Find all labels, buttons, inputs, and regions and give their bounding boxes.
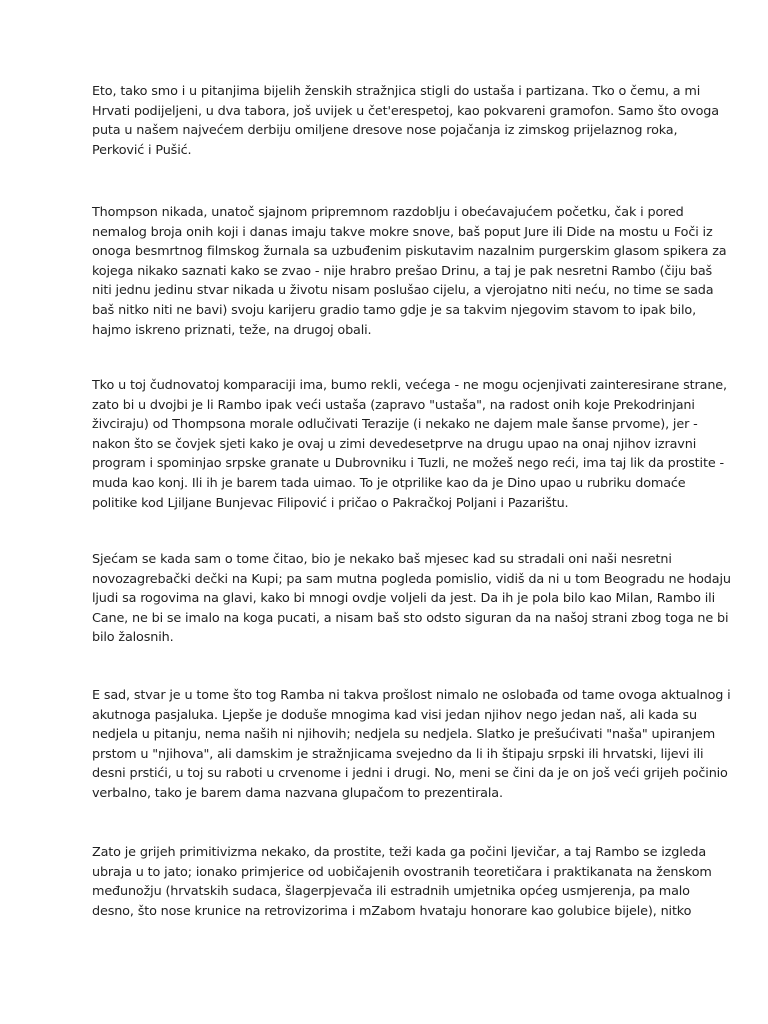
text-line: Zato je grijeh primitivizma nekako, da prostite, teži kada ga počini ljevičar, a taj Rambo se izgleda xyxy=(92,845,707,860)
paragraph-4 xyxy=(92,550,731,648)
text-line: nedjela u pitanju, nema naših ni njihovih; nedjela su nedjela. Slatko je prešućivati "naša" upiranjem xyxy=(92,727,716,743)
text-line: novozagrebački dečki na Kupi; pa sam mutna pogleda pomislio, vidiš da ni u tom Beogradu ne hodaju xyxy=(92,571,731,587)
text-line: muda kao konj. Ili ih je barem tada uimao. To je otprilike kao da je Dino upao u rubriku domaće xyxy=(92,475,686,491)
text-line: Tko u toj čudnovatoj komparaciji ima, bumo rekli, većega - ne mogu ocjenjivati zainteresirane strane, xyxy=(92,378,727,393)
text-line: ubraja u to jato; ionako primjerice od uobičajenih ovostranih teoretičara i praktikanata na ženskom xyxy=(92,864,712,880)
text-line: Cane, ne bi se imalo na koga pucati, a nisam baš sto odsto siguran da na našoj strani zbog toga ne bi xyxy=(92,610,729,626)
text-line: desni prstići, u toj su raboti u crvenome i jedni i drugi. No, meni se čini da je on još veći grijeh počinio xyxy=(92,766,728,782)
text-line: desno, što nose krunice na retrovizorima i mZabom hvataju honorare kao golubice bijele), nitko xyxy=(92,903,692,919)
text-line: Eto, tako smo i u pitanjima bijelih ženskih stražnjica stigli do ustaša i partizana. Tko o čemu, a mi xyxy=(92,84,701,99)
text-line: ljudi sa rogovima na glavi, kako bi mnogi ovdje voljeli da jest. Da ih je pola bilo kao Milan, Rambo ili xyxy=(92,591,715,607)
text-line: Thompson nikada, unatoč sjajnom pripremnom razdoblju i obećavajućem početku, čak i pored xyxy=(92,205,684,220)
text-line: verbalno, tako je barem dama nazvana glupačom to prezentirala. xyxy=(92,785,503,801)
paragraph-5 xyxy=(92,686,731,804)
text-line: onoga besmrtnog filmskog žurnala sa uzbuđenim piskutavim nazalnim purgerskim glasom spikera za xyxy=(92,244,727,260)
text-line: nemalog broja onih koji i danas imaju takve mokre snove, baš poput Jure ili Dide na mostu u Foči iz xyxy=(92,224,713,240)
text-line: puta u našem najvećem derbiju omiljene dresove nose pojačanja iz zimskog prijelaznog roka, xyxy=(92,123,678,139)
text-line: zato bi u dvojbi je li Rambo ipak veći ustaša (zapravo "ustaša", na radost onih koje Prekodrinjani xyxy=(92,397,695,413)
text-line: baš nitko niti ne bavi) svoju karijeru gradio tamo gdje je sa takvim njegovim stavom to ipak bilo, xyxy=(92,302,696,318)
text-line: E sad, stvar je u tome što tog Ramba ni takva prošlost nimalo ne oslobađa od tame ovoga aktualnog i xyxy=(92,688,731,703)
paragraph-6 xyxy=(92,843,712,921)
text-line: međunožju (hrvatskih sudaca, šlagerpjevača ili estradnih umjetnika općeg usmjerenja, pa malo xyxy=(92,884,690,900)
text-line: nakon što se čovjek sjeti kako je ovaj u zimi devedesetprve na drugu upao na onaj njihov izravni xyxy=(92,436,697,452)
text-line: akutnoga pasjaluka. Ljepše je doduše mnogima kad visi jedan njihov nego jedan naš, ali kada su xyxy=(92,707,697,723)
text-line: Sjećam se kada sam o tome čitao, bio je nekako baš mjesec kad su stradali oni naši nesretni xyxy=(92,552,672,567)
paragraph-3 xyxy=(92,376,727,513)
text-line: bilo žalosnih. xyxy=(92,630,174,646)
text-line: niti jednu jedinu stvar nikada u životu nisam poslušao cijelu, a vjerojatno niti neću, no time se sada xyxy=(92,283,714,299)
text-line: živciraju) od Thompsona morale odlučivati Terazije (i nekako ne dajem male šanse prvome), jer - xyxy=(92,417,698,433)
text-line: Perković i Pušić. xyxy=(92,142,192,158)
text-line: Hrvati podijeljeni, u dva tabora, još uvijek u čet'erespetoj, kao pokvareni gramofon. Samo što ovoga xyxy=(92,103,719,119)
paragraph-2 xyxy=(92,203,727,340)
text-line: program i spominjao srpske granate u Dubrovniku i Tuzli, ne možeš nego reći, ima taj lik da prostite - xyxy=(92,456,724,472)
paragraph-1 xyxy=(92,82,719,160)
text-line: hajmo iskreno priznati, teže, na drugoj obali. xyxy=(92,322,372,338)
text-line: politike kod Ljiljane Bunjevac Filipović i pričao o Pakračkoj Poljani i Pazarištu. xyxy=(92,495,569,511)
text-line: prstom u "njihova", ali damskim je stražnjicama svejedno da li ih štipaju srpski ili hrvatski, lijevi ili xyxy=(92,746,704,762)
text-line: kojega nikako saznati kako se zvao - nije hrabro prešao Drinu, a taj je pak nesretni Rambo (čiju baš xyxy=(92,263,713,279)
